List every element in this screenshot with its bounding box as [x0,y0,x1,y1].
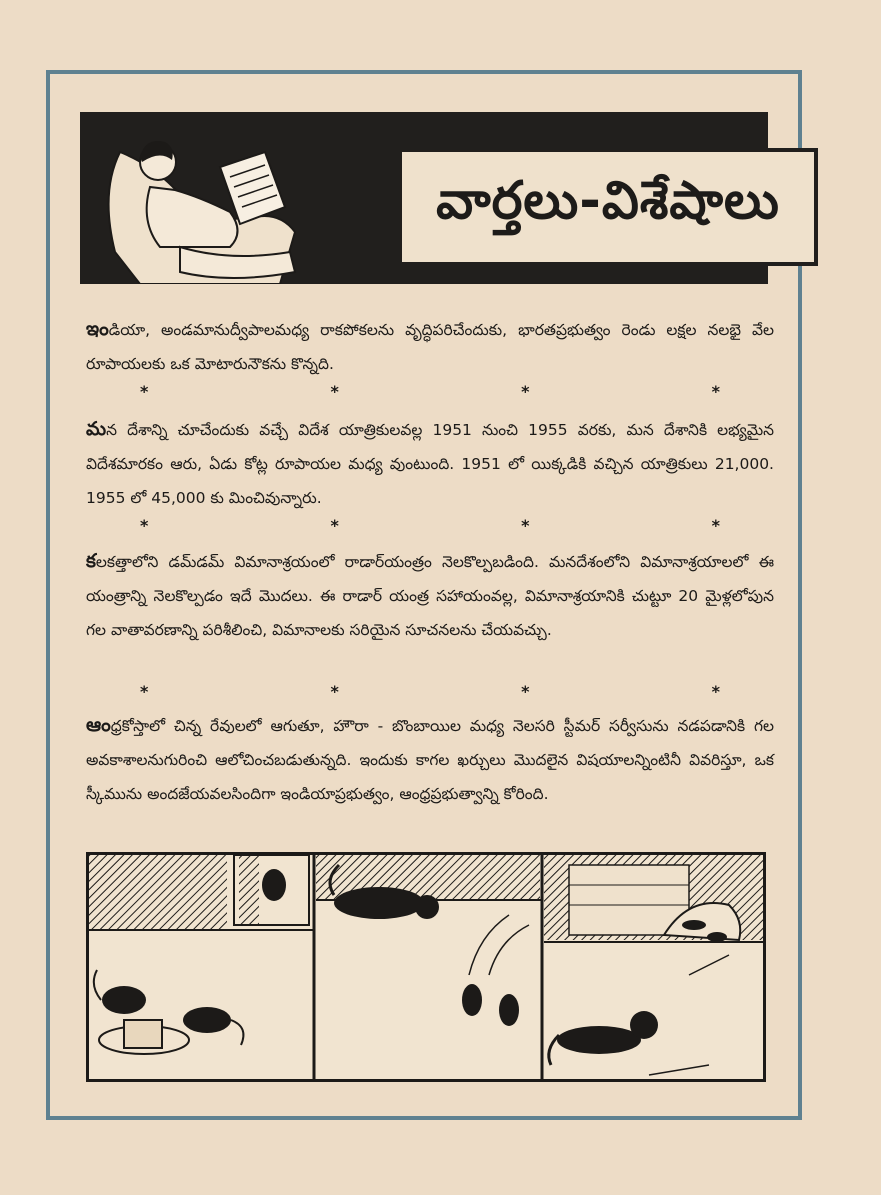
page-title: వార్తలు-విశేషాలు [436,170,780,231]
cat-and-mouse-comic-strip [86,852,766,1082]
news-text: ధ్రకోస్తాలో చిన్న రేవులలో ఆగుతూ, హౌరా - బొంబాయిల మధ్య నెలసరి స్టీమర్ సర్వీసును నడపడానికి గల అవకాశాలనుగురించి ఆలోచించబడుతున్నది. ఇందుకు కాగల ఖర్చులు మొదలైన విషయాలన్నింటినీ వివరిస్తూ, ఒక స్కీమును అందజేయవలసిందిగా ఇండియాప్రభుత్వం, ఆంధ్రప్రభుత్వాన్ని కోరింది. [86,717,774,803]
star: * [330,382,339,401]
star: * [521,382,530,401]
header-banner [80,112,780,284]
news-text: లకత్తాలోని డమ్‌డమ్ విమానాశ్రయంలో రాడార్‌యంత్రం నెలకొల్పబడింది. మనదేశంలోని విమానాశ్రయాలలో ఈ యంత్రాన్ని నెలకొల్పడం ఇదే మొదలు. ఈ రాడార్ యంత్ర సహాయంవల్ల, విమానాశ్రయానికి చుట్టూ 20 మైళ్లలోపున గల వాతావరణాన్ని పరిశీలించి, విమానాలకు సరియైన సూచనలను చేయవచ్చు. [86,553,774,639]
star: * [140,382,149,401]
drop-cap: ఆం [86,714,111,736]
comic-illustration [89,855,763,1079]
news-item-3 [86,544,774,647]
drop-cap: ఇం [86,318,109,340]
star: * [711,682,720,701]
reading-man-illustration [80,112,320,284]
separator-row [140,382,720,404]
star: * [711,516,720,535]
star: * [521,682,530,701]
drop-cap: క [86,550,96,572]
star: * [140,682,149,701]
star: * [330,682,339,701]
news-text: న దేశాన్ని చూచేందుకు వచ్చే విదేశ యాత్రికులవల్ల 1951 నుంచి 1955 వరకు, మన దేశానికి లభ్యమైన విదేశమారకం ఆరు, ఏడు కోట్ల రూపాయల మధ్య వుంటుంది. 1951 లో యిక్కడికి వచ్చిన యాత్రికులు 21,000. 1955 లో 45,000 కు మించివున్నారు. [86,421,774,507]
drop-cap: మ [86,418,107,440]
banner-title-box [398,148,818,266]
news-item-2 [86,412,774,515]
star: * [140,516,149,535]
separator-row [140,682,720,704]
separator-row [140,516,720,538]
news-item-1 [86,312,774,381]
star: * [330,516,339,535]
star: * [521,516,530,535]
star: * [711,382,720,401]
news-text: డియా, అండమానుద్వీపాలమధ్య రాకపోకలను వృద్ధిపరిచేందుకు, భారతప్రభుత్వం రెండు లక్షల నలభై వేల రూపాయలకు ఒక మోటారునౌకను కొన్నది. [86,321,774,373]
news-item-4 [86,708,774,811]
